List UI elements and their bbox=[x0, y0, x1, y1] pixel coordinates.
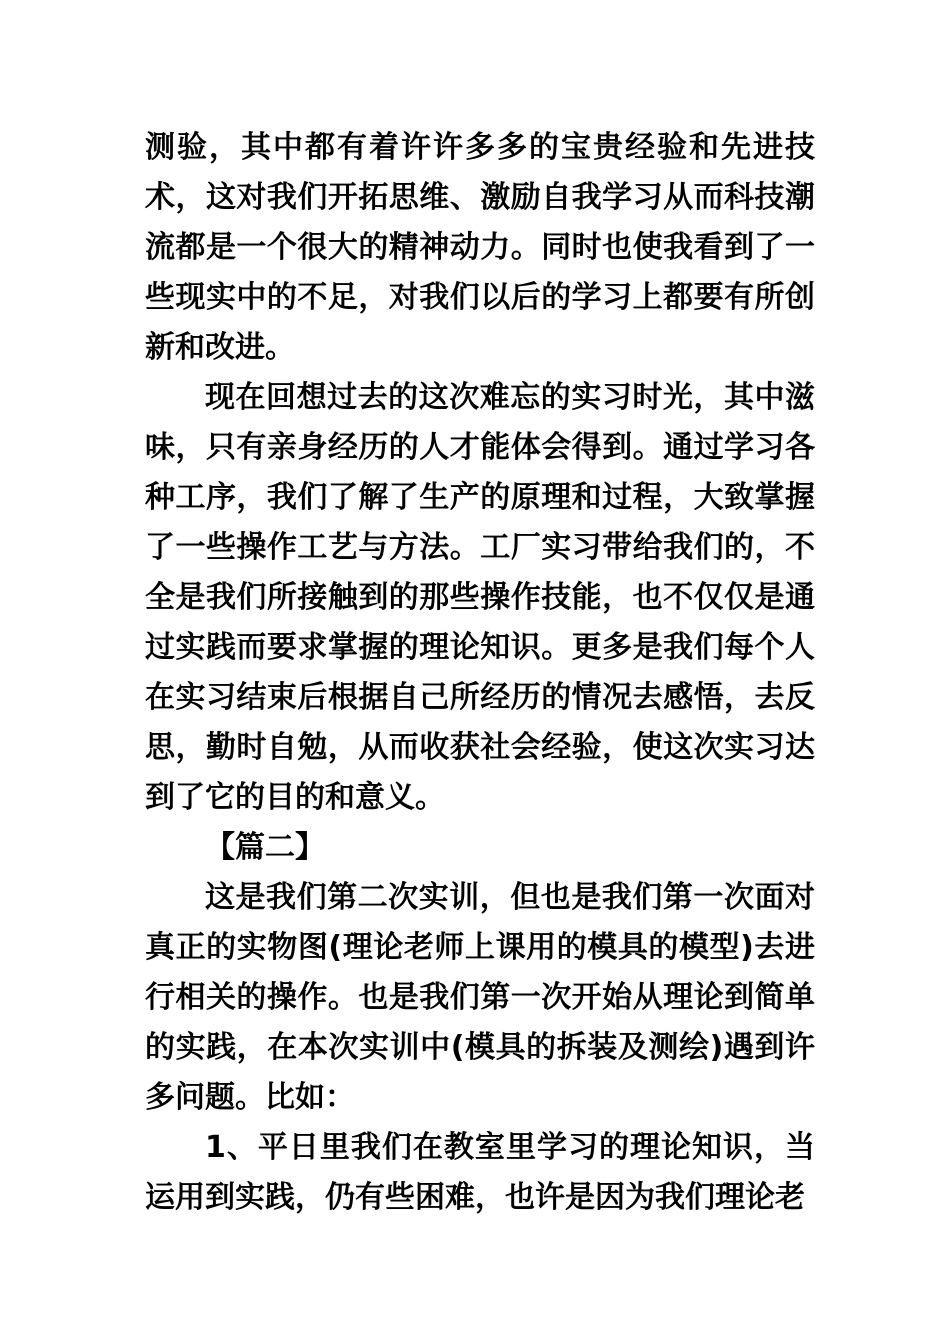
document-body bbox=[145, 123, 815, 1223]
paragraph-numbered-item: 1、平日里我们在教室里学习的理论知识，当运用到实践，仍有些困难，也许是因为我们理论老 bbox=[145, 1130, 815, 1215]
paragraph-continued: 测验，其中都有着许许多多的宝贵经验和先进技术，这对我们开拓思维、激励自我学习从而科技潮流都是一个很大的精神动力。同时也使我看到了一些现实中的不足，对我们以后的学习上都要有所创新和改进。 bbox=[145, 130, 815, 365]
paragraph-training-intro: 这是我们第二次实训，但也是我们第一次面对真正的实物图(理论老师上课用的模具的模型)去进行相关的操作。也是我们第一次开始从理论到简单的实践，在本次实训中(模具的拆装及测绘)遇到许多问题。比如： bbox=[145, 880, 815, 1115]
paragraph-reflection: 现在回想过去的这次难忘的实习时光，其中滋味，只有亲身经历的人才能体会得到。通过学习各种工序，我们了解了生产的原理和过程，大致掌握了一些操作工艺与方法。工厂实习带给我们的，不全是我们所接触到的那些操作技能，也不仅仅是通过实践而要求掌握的理论知识。更多是我们每个人在实习结束后根据自己所经历的情况去感悟，去反思，勤时自勉，从而收获社会经验，使这次实习达到了它的目的和意义。 bbox=[145, 380, 815, 815]
section-heading: 【篇二】 bbox=[205, 830, 325, 865]
